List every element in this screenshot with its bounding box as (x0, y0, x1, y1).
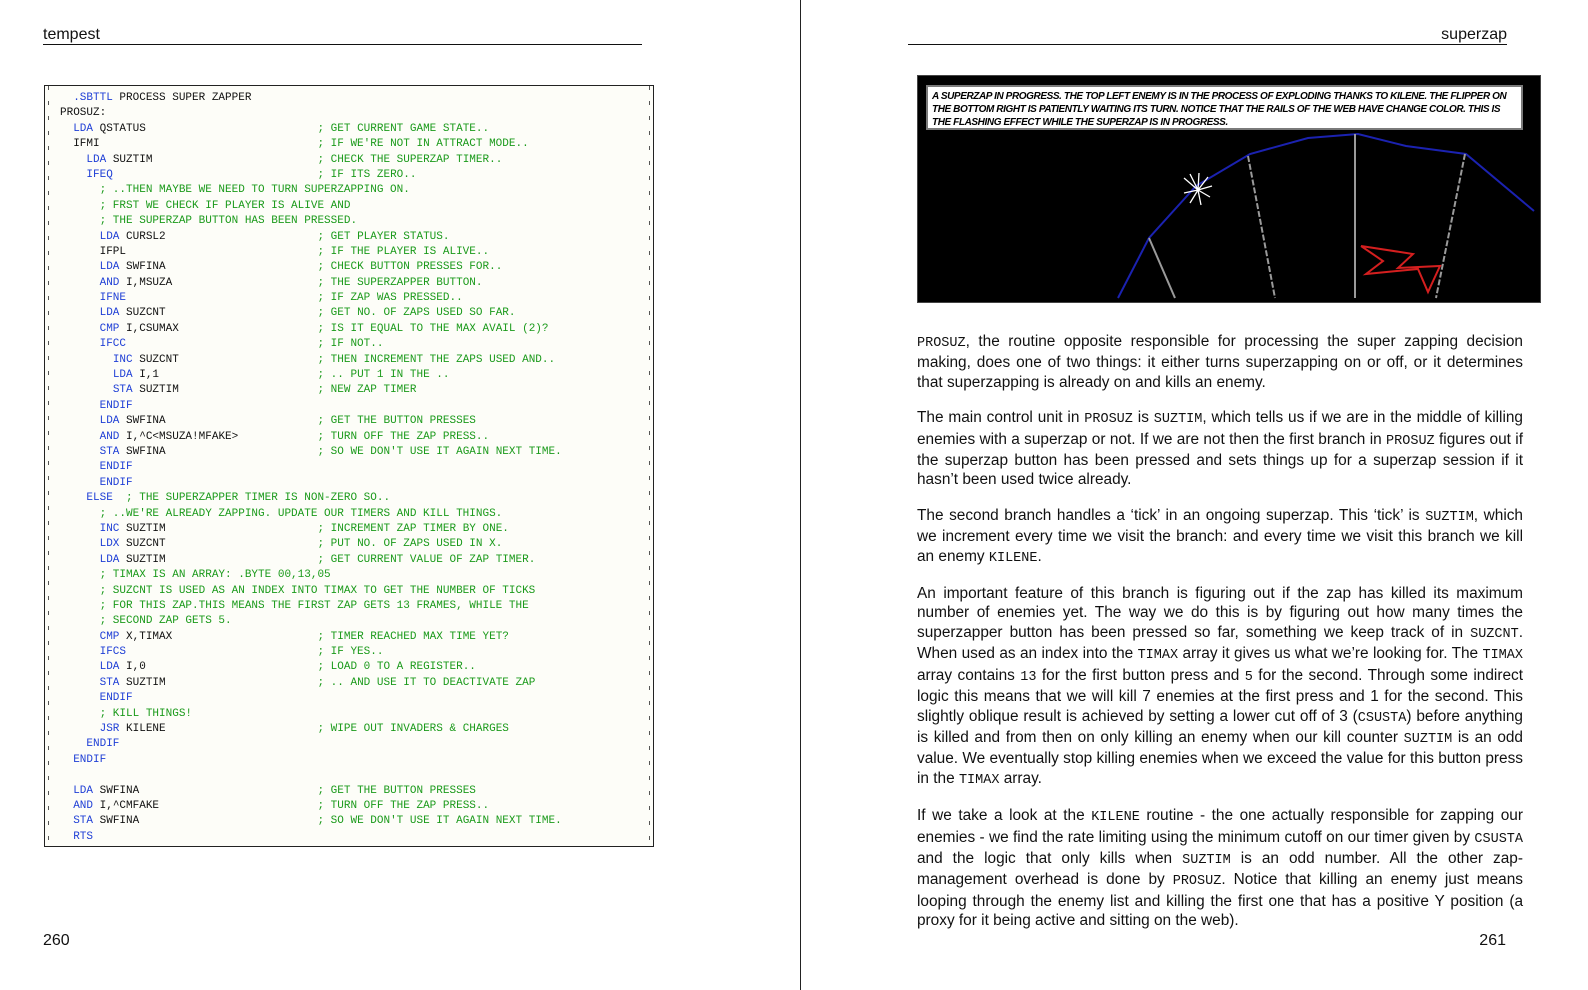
code-text: I,1 (132, 369, 160, 382)
code-line (60, 276, 643, 291)
code-text (126, 646, 317, 658)
code-keyword: LDA (99, 553, 120, 566)
code-text (60, 831, 73, 843)
code-text (60, 323, 100, 335)
code-text: SUZTIM (119, 522, 166, 535)
code-text: SUZTIM (106, 153, 153, 166)
code-line (60, 399, 643, 414)
code-line (60, 584, 643, 599)
code-keyword: LDA (99, 307, 120, 320)
code-keyword: ENDIF (73, 753, 107, 766)
code-comment: ; IF YES.. (317, 646, 384, 659)
paragraph-text: . Notice that killing an enemy just means looping through the enemy list and killing the first one that has a positive Y position (a proxy for it being active and sitting on the web). (917, 871, 1523, 930)
code-comment: ; .. PUT 1 IN THE .. (317, 369, 450, 382)
code-text (166, 415, 318, 427)
code-keyword: LDA (99, 261, 120, 274)
code-text (60, 215, 100, 227)
code-line (60, 660, 643, 675)
code-keyword: IFCS (99, 646, 127, 659)
code-keyword: CMP (99, 322, 120, 335)
code-comment: ; GET PLAYER STATUS. (317, 230, 450, 243)
code-identifier: TIMAX (1137, 648, 1179, 664)
code-text (60, 123, 73, 135)
code-line (60, 707, 643, 722)
code-comment: ; SO WE DON'T USE IT AGAIN NEXT TIME. (317, 445, 562, 458)
code-identifier: 5 (1244, 669, 1253, 685)
code-text (166, 554, 318, 566)
code-text: I,CSUMAX (119, 322, 179, 335)
code-comment: ; PUT NO. OF ZAPS USED IN X. (317, 538, 503, 551)
paragraph (917, 332, 1523, 392)
code-comment: ; TURN OFF THE ZAP PRESS.. (317, 799, 490, 812)
code-keyword: JSR (99, 723, 120, 736)
code-comment: ; FRST WE CHECK IF PLAYER IS ALIVE AND (99, 199, 351, 212)
code-text (146, 123, 318, 135)
code-identifier: SUZTIM (1182, 852, 1231, 868)
code-text: I,^C<MSUZA!MFAKE> (119, 430, 239, 443)
paragraph-text: , which tells us if we are in the middle of killing enemies with a superzap or not. If we are not then the first branch in (917, 409, 1523, 448)
code-text (166, 261, 318, 273)
code-line (60, 722, 643, 737)
code-line (60, 614, 643, 629)
code-comment: ; SUZCNT IS USED AS AN INDEX INTO TIMAX TO GET THE NUMBER OF TICKS (99, 584, 536, 597)
code-line (60, 599, 643, 614)
paragraph (917, 806, 1523, 930)
code-text (139, 785, 317, 797)
code-comment: ; GET NO. OF ZAPS USED SO FAR. (317, 307, 516, 320)
paragraph-text: routine - the one actually responsible for zapping our enemies - we find the rate limiting using the minimum cutoff on our timer given by (917, 807, 1523, 846)
code-comment: ; ..THEN MAYBE WE NEED TO TURN SUPERZAPPING ON. (99, 184, 410, 197)
code-comment: ; .. AND USE IT TO DEACTIVATE ZAP (317, 676, 536, 689)
code-lines (60, 91, 643, 845)
code-line (60, 630, 643, 645)
code-text (166, 446, 318, 458)
code-keyword: INC (99, 522, 120, 535)
header-rule-right (908, 44, 1507, 45)
code-text (60, 631, 100, 643)
code-text (60, 400, 100, 412)
code-text: SWFINA (93, 784, 140, 797)
code-text: CURSL2 (119, 230, 166, 243)
paragraph-text: . (1037, 547, 1042, 565)
code-text (166, 723, 318, 735)
code-identifier: 13 (1020, 669, 1037, 685)
code-text (60, 431, 100, 443)
code-text (60, 184, 100, 196)
code-keyword: AND (73, 799, 94, 812)
figure-caption-box (926, 85, 1523, 130)
code-text (166, 307, 318, 319)
code-text (60, 477, 100, 489)
code-line (60, 260, 643, 275)
code-line (60, 784, 643, 799)
code-text (60, 600, 100, 612)
code-text: KILENE (119, 723, 166, 736)
code-line (60, 676, 643, 691)
code-text (60, 231, 100, 243)
code-line (60, 91, 643, 106)
code-line (60, 168, 643, 183)
code-keyword: .SBTTL (73, 92, 113, 104)
paragraph-text: array it gives us what we’re looking for. The (1178, 645, 1483, 663)
code-text (60, 307, 100, 319)
code-text (172, 631, 317, 643)
code-text (60, 246, 100, 258)
code-comment: ; THE SUPERZAP BUTTON HAS BEEN PRESSED. (99, 215, 358, 228)
code-keyword: LDA (86, 153, 107, 166)
code-text (60, 815, 73, 827)
code-text: I,0 (119, 661, 146, 674)
code-text: PROCESS SUPER ZAPPER (112, 92, 252, 104)
code-line (60, 199, 643, 214)
code-text (60, 723, 100, 735)
code-line (60, 153, 643, 168)
code-text (172, 277, 317, 289)
code-text (238, 431, 317, 443)
code-keyword: CMP (99, 630, 120, 643)
code-text (60, 292, 100, 304)
code-text (60, 369, 113, 381)
code-keyword: AND (99, 430, 120, 443)
code-text: SUZCNT (132, 353, 179, 366)
code-line (60, 291, 643, 306)
paragraph-text: is an odd value. We eventually stop killing enemies when we exceed the value for this button press in the (917, 728, 1523, 787)
code-keyword: RTS (73, 830, 94, 843)
code-text (60, 508, 100, 520)
code-identifier: SUZCNT (1470, 626, 1519, 642)
code-text: IFPL (99, 245, 127, 258)
body-text (917, 332, 1523, 947)
code-identifier: TIMAX (1482, 648, 1523, 664)
figure-caption: A SUPERZAP IN PROGRESS. THE TOP LEFT ENEMY IS IN THE PROCESS OF EXPLODING THANKS TO KILENE. THE FLIPPER ON THE BOTTOM RIGHT IS PATIENTLY WAITING ITS TURN. NOTICE THAT THE RAILS OF THE WEB HAVE CHANGE COLOR. THIS IS THE FLASHING EFFECT WHILE THE SUPERZAP IS IN PROGRESS. (932, 91, 1507, 128)
code-text (60, 785, 73, 797)
code-comment: ; IS IT EQUAL TO THE MAX AVAIL (2)? (317, 322, 549, 335)
paragraph-text: for the first button press and (1036, 666, 1245, 684)
code-comment: ; CHECK BUTTON PRESSES FOR.. (317, 261, 503, 274)
code-line (60, 460, 643, 475)
paragraph-text: The second branch handles a ‘tick’ in an ongoing superzap. This ‘tick’ is (917, 506, 1426, 524)
code-line (60, 507, 643, 522)
code-text (60, 708, 100, 720)
code-keyword: STA (99, 445, 120, 458)
code-identifier: PROSUZ (1172, 874, 1222, 890)
code-text (166, 231, 318, 243)
code-text: SWFINA (119, 415, 166, 428)
code-text (113, 492, 126, 504)
paragraph-text: array. (999, 769, 1042, 787)
code-text (60, 384, 113, 396)
code-comment: ; LOAD 0 TO A REGISTER.. (317, 661, 476, 674)
paragraph (917, 506, 1523, 568)
code-line (60, 830, 643, 845)
code-line (60, 568, 643, 583)
code-comment: ; IF ITS ZERO.. (317, 168, 417, 181)
paragraph-text: , which we increment every time we visit the branch: and every time we visit this branch we kill an enemy (917, 506, 1523, 565)
code-text: SUZTIM (119, 553, 166, 566)
code-line (60, 537, 643, 552)
code-comment: ; THE SUPERZAPPER BUTTON. (317, 276, 483, 289)
code-text (100, 138, 318, 150)
code-line (60, 491, 643, 506)
code-text (166, 523, 318, 535)
code-keyword: LDX (99, 538, 120, 551)
code-line (60, 430, 643, 445)
code-line (60, 122, 643, 137)
code-comment: ; TURN OFF THE ZAP PRESS.. (317, 430, 490, 443)
paragraph-text: If we take a look at the (917, 807, 1092, 825)
code-identifier: PROSUZ (917, 336, 966, 351)
right-page (801, 0, 1588, 990)
code-line (60, 214, 643, 229)
paragraph-text: ) before anything is killed and from then on only killing an enemy when our kill counter (917, 707, 1523, 746)
code-identifier: TIMAX (958, 772, 1000, 788)
code-line (60, 353, 643, 368)
running-head-right: superzap (1441, 26, 1507, 43)
code-text (60, 646, 100, 658)
code-text (60, 415, 100, 427)
code-line (60, 522, 643, 537)
code-line (60, 737, 643, 752)
code-text (60, 677, 100, 689)
code-listing (44, 85, 654, 847)
code-text (60, 354, 113, 366)
code-line (60, 414, 643, 429)
code-identifier: SUZTIM (1403, 731, 1453, 747)
code-keyword: LDA (112, 369, 133, 382)
code-text (60, 754, 73, 766)
code-keyword: IFNE (99, 292, 127, 305)
code-line (60, 814, 643, 829)
code-keyword: IFCC (99, 338, 127, 351)
code-identifier: SUZTIM (1153, 412, 1203, 428)
code-text (60, 738, 86, 750)
code-comment: ; GET THE BUTTON PRESSES (317, 784, 476, 797)
code-text (60, 523, 100, 535)
code-identifier: KILENE (1091, 810, 1140, 826)
code-comment: ; NEW ZAP TIMER (317, 384, 417, 397)
code-keyword: ENDIF (99, 399, 133, 412)
code-text (60, 615, 100, 627)
code-comment: ; GET CURRENT GAME STATE.. (317, 122, 490, 135)
code-line (60, 368, 643, 383)
code-text: X,TIMAX (119, 630, 173, 643)
code-text (60, 154, 86, 166)
code-comment: ; IF NOT.. (317, 338, 384, 351)
code-text (60, 461, 100, 473)
code-text: I,^CMFAKE (93, 799, 160, 812)
code-keyword: ENDIF (86, 738, 120, 751)
code-line (60, 106, 643, 121)
code-text (60, 692, 100, 704)
code-line (60, 137, 643, 152)
code-keyword: INC (112, 353, 133, 366)
code-text (60, 200, 100, 212)
paragraph-text: An important feature of this branch is figuring out if the zap has killed its maximum number of enemies yet. The way we do this is by figuring out how many times the superzapper button has been pressed so far, something we keep track of in (917, 585, 1523, 641)
code-text (159, 800, 317, 812)
code-comment: ; WIPE OUT INVADERS & CHARGES (317, 723, 509, 736)
code-text (126, 246, 317, 258)
code-text (60, 569, 100, 581)
code-keyword: ELSE (86, 492, 113, 505)
code-text: SWFINA (119, 445, 166, 458)
code-text (60, 585, 100, 597)
code-comment: ; INCREMENT ZAP TIMER BY ONE. (317, 522, 509, 535)
code-text (60, 261, 100, 273)
code-text (60, 277, 100, 289)
code-comment: ; CHECK THE SUPERZAP TIMER.. (317, 153, 503, 166)
code-text: QSTATUS (93, 122, 146, 135)
paragraph-text: is an odd number. All the other zap-management overhead is done by (917, 849, 1523, 889)
page-number-left: 260 (43, 932, 70, 949)
code-comment: ; IF WE'RE NOT IN ATTRACT MODE.. (317, 138, 529, 151)
code-comment: ; FOR THIS ZAP.THIS MEANS THE FIRST ZAP GETS 13 FRAMES, WHILE THE (99, 599, 529, 612)
code-comment: ; KILL THINGS! (99, 707, 193, 720)
code-line (60, 476, 643, 491)
code-keyword: ENDIF (99, 476, 133, 489)
code-comment: ; THEN INCREMENT THE ZAPS USED AND.. (317, 353, 556, 366)
code-text (60, 446, 100, 458)
code-keyword: IFEQ (86, 168, 113, 181)
code-text (60, 538, 100, 550)
code-text: IFMI (73, 138, 100, 151)
code-text: PROSUZ: (60, 107, 107, 120)
code-comment: ; TIMER REACHED MAX TIME YET? (317, 630, 509, 643)
code-comment: ; GET THE BUTTON PRESSES (317, 415, 476, 428)
code-text (159, 369, 317, 381)
code-text (60, 492, 86, 504)
code-keyword: ENDIF (99, 461, 133, 474)
code-comment: ; ..WE'RE ALREADY ZAPPING. UPDATE OUR TIMERS AND KILL THINGS. (99, 507, 503, 520)
code-comment: ; SECOND ZAP GETS 5. (99, 615, 232, 628)
code-line (60, 553, 643, 568)
code-line (60, 753, 643, 768)
code-line (60, 322, 643, 337)
code-text: SWFINA (119, 261, 166, 274)
code-line (60, 645, 643, 660)
paragraph (917, 584, 1523, 790)
running-head-left: tempest (43, 26, 100, 43)
code-keyword: LDA (99, 230, 120, 243)
paragraph-text: array contains (917, 666, 1021, 684)
code-keyword: ENDIF (99, 692, 133, 705)
paragraph-text: The main control unit in (917, 409, 1085, 427)
code-comment: ; GET CURRENT VALUE OF ZAP TIMER. (317, 553, 536, 566)
paragraph (917, 408, 1523, 490)
code-line (60, 799, 643, 814)
code-text: SUZCNT (119, 538, 166, 551)
code-keyword: LDA (99, 415, 120, 428)
code-identifier: SUZTIM (1425, 509, 1474, 525)
code-text (126, 292, 317, 304)
code-text (179, 354, 318, 366)
code-text (60, 138, 73, 150)
code-comment: ; IF THE PLAYER IS ALIVE.. (317, 245, 490, 258)
superzap-screenshot-figure (917, 75, 1541, 303)
code-text (60, 661, 100, 673)
code-text (126, 338, 317, 350)
page-number-right: 261 (1479, 932, 1506, 949)
code-text (179, 323, 318, 335)
code-line (60, 691, 643, 706)
code-text (152, 154, 317, 166)
code-identifier: KILENE (988, 550, 1038, 566)
paragraph-text: , the routine opposite responsible for processing the super zapping decision making, does one of two things: it either turns superzapping on or off, or it determines that superzapping is already on and kills an enemy. (917, 333, 1523, 391)
code-text (179, 384, 318, 396)
code-text: I,MSUZA (119, 276, 173, 289)
code-text (113, 169, 318, 181)
code-keyword: AND (99, 276, 120, 289)
code-text (60, 800, 73, 812)
code-line (60, 768, 643, 783)
code-identifier: PROSUZ (1084, 412, 1133, 428)
code-text (166, 677, 318, 689)
paragraph-text: figures out if the superzap button has been pressed and sets things up for a superzap session if it hasn’t been used twice already. (917, 430, 1523, 489)
code-text: SUZCNT (119, 307, 166, 320)
code-text (60, 338, 100, 350)
code-text (139, 815, 317, 827)
code-line (60, 245, 643, 260)
code-keyword: LDA (73, 122, 94, 135)
paragraph-text: for the second. Through some indirect logic this means that we will kill 7 enemies at the first press and 1 for the second. This slightly oblique result is achieved by setting a lower cut off of 3 ( (917, 666, 1524, 725)
code-text: SWFINA (93, 815, 140, 828)
code-comment: ; IF ZAP WAS PRESSED.. (317, 292, 463, 305)
code-comment: ; TIMAX IS AN ARRAY: .BYTE 00,13,05 (99, 569, 331, 582)
code-line (60, 306, 643, 321)
paragraph-text: and the logic that only kills when (917, 849, 1183, 867)
code-text: SUZTIM (132, 384, 179, 397)
code-keyword: STA (112, 384, 133, 397)
code-line (60, 383, 643, 398)
code-keyword: STA (73, 815, 94, 828)
code-comment: ; SO WE DON'T USE IT AGAIN NEXT TIME. (317, 815, 562, 828)
code-comment: ; THE SUPERZAPPER TIMER IS NON-ZERO SO.. (126, 492, 391, 505)
code-line (60, 183, 643, 198)
code-text (60, 554, 100, 566)
code-keyword: LDA (99, 661, 120, 674)
code-text (60, 169, 86, 181)
code-line (60, 337, 643, 352)
code-identifier: CSUSTA (1474, 831, 1523, 847)
code-text (60, 92, 73, 104)
code-identifier: CSUSTA (1357, 710, 1407, 726)
code-text: SUZTIM (119, 676, 166, 689)
code-text (146, 661, 318, 673)
header-rule-left (43, 44, 642, 45)
paragraph-text: is (1132, 409, 1154, 427)
code-identifier: PROSUZ (1386, 433, 1435, 449)
code-keyword: LDA (73, 784, 94, 797)
code-text (166, 538, 318, 550)
code-line (60, 445, 643, 460)
code-keyword: STA (99, 676, 120, 689)
paragraph-text: . When used as an index into the (917, 623, 1523, 663)
code-line (60, 230, 643, 245)
